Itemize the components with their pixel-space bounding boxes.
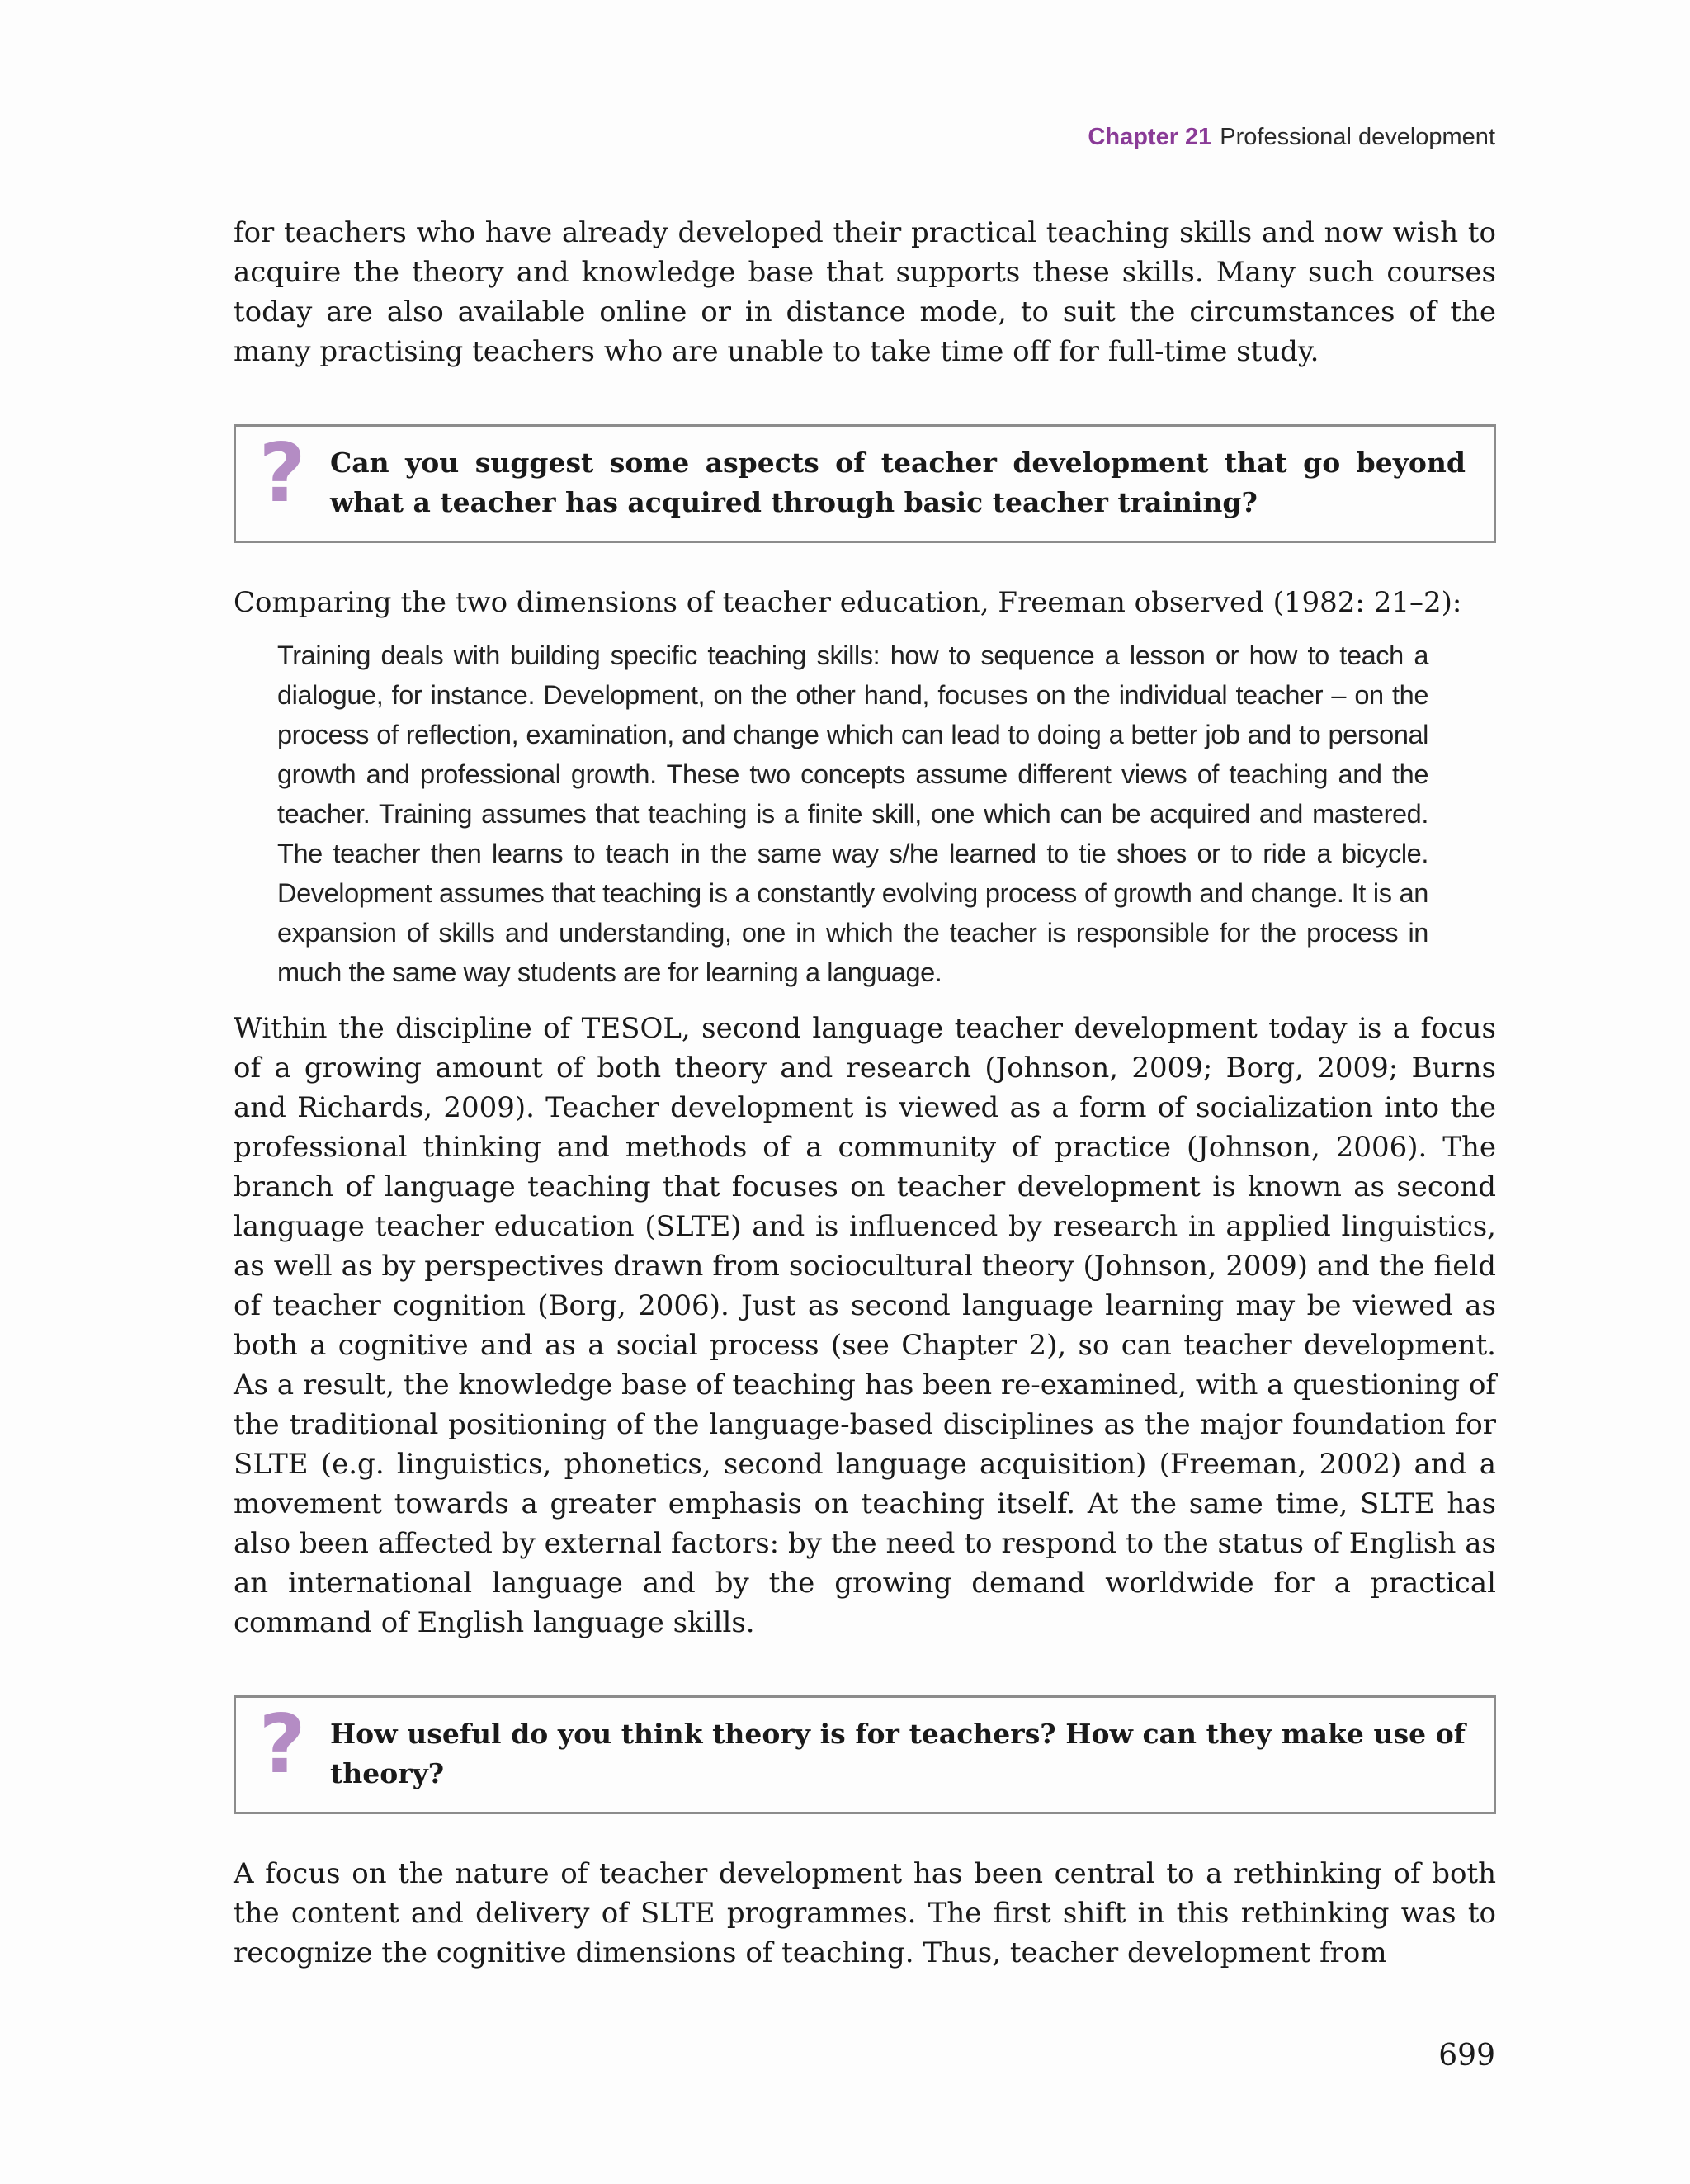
svg-text:?: ? xyxy=(258,437,306,511)
block-quote: Training deals with building specific teaching skills: how to sequence a lesson or how to teach a dialogue, for instance. Development, on the other hand, focuses on the individual teacher – on the process of reflection, examination, and change which can lead to doing a better job and to personal growth and professional growth. These two concepts assume different views of teaching and the teacher. Training assumes that teaching is a finite skill, one which can be acquired and mastered. The teacher then learns to teach in the same way s/he learned to tie shoes or to ride a bicycle. Development assumes that teaching is a constantly evolving process of growth and change. It is an expansion of skills and understanding, one in which the teacher is responsible for the process in much the same way students are for learning a language. xyxy=(277,641,1428,987)
svg-text:?: ? xyxy=(258,1708,306,1782)
running-header xyxy=(1088,124,1495,151)
question-text-1: Can you suggest some aspects of teacher development that go beyond what a teacher has acquired through basic teacher training? xyxy=(330,447,1466,518)
paragraph-comparing: Comparing the two dimensions of teacher education, Freeman observed (1982: 21–2): xyxy=(234,586,1462,619)
chapter-title: Professional development xyxy=(1220,124,1495,150)
question-text-2: How useful do you think theory is for teachers? How can they make use of theory? xyxy=(330,1718,1466,1789)
question-mark-icon xyxy=(257,437,307,511)
paragraph-focus: A focus on the nature of teacher development has been central to a rethinking of both the content and delivery of SLTE programmes. The first shift in this rethinking was to recognize the cognitive dimensions of teaching. Thus, teacher development from xyxy=(234,1857,1496,1969)
question-mark-icon xyxy=(257,1708,307,1782)
page-body xyxy=(234,213,1496,1973)
question-box-2 xyxy=(234,1695,1496,1814)
chapter-label: Chapter 21 xyxy=(1088,124,1212,150)
question-box-1 xyxy=(234,424,1496,543)
paragraph-intro: for teachers who have already developed their practical teaching skills and now wish to acquire the theory and knowledge base that supports these skills. Many such courses today are also available online or in distance mode, to suit the circumstances of the many practising teachers who are unable to take time off for full-time study. xyxy=(234,216,1496,368)
page-number: 699 xyxy=(1438,2039,1495,2073)
paragraph-tesol: Within the discipline of TESOL, second language teacher development today is a focus of a growing amount of both theory and research (Johnson, 2009; Borg, 2009; Burns and Richards, 2009). Teacher development is viewed as a form of socialization into the professional thinking and methods of a community of practice (Johnson, 2006). The branch of language teaching that focuses on teacher development is known as second language teacher education (SLTE) and is influenced by research in applied linguistics, as well as by perspectives drawn from sociocultural theory (Johnson, 2009) and the field of teacher cognition (Borg, 2006). Just as second language learning may be viewed as both a cognitive and as a social process (see Chapter 2), so can teacher development. As a result, the knowledge base of teaching has been re-examined, with a questioning of the traditional positioning of the language-based disciplines as the major foundation for SLTE (e.g. linguistics, phonetics, second language acquisition) (Freeman, 2002) and a movement towards a greater emphasis on teaching itself. At the same time, SLTE has also been affected by external factors: by the need to respond to the status of English as an international language and by the growing demand worldwide for a practical command of English language skills. xyxy=(234,1012,1496,1639)
